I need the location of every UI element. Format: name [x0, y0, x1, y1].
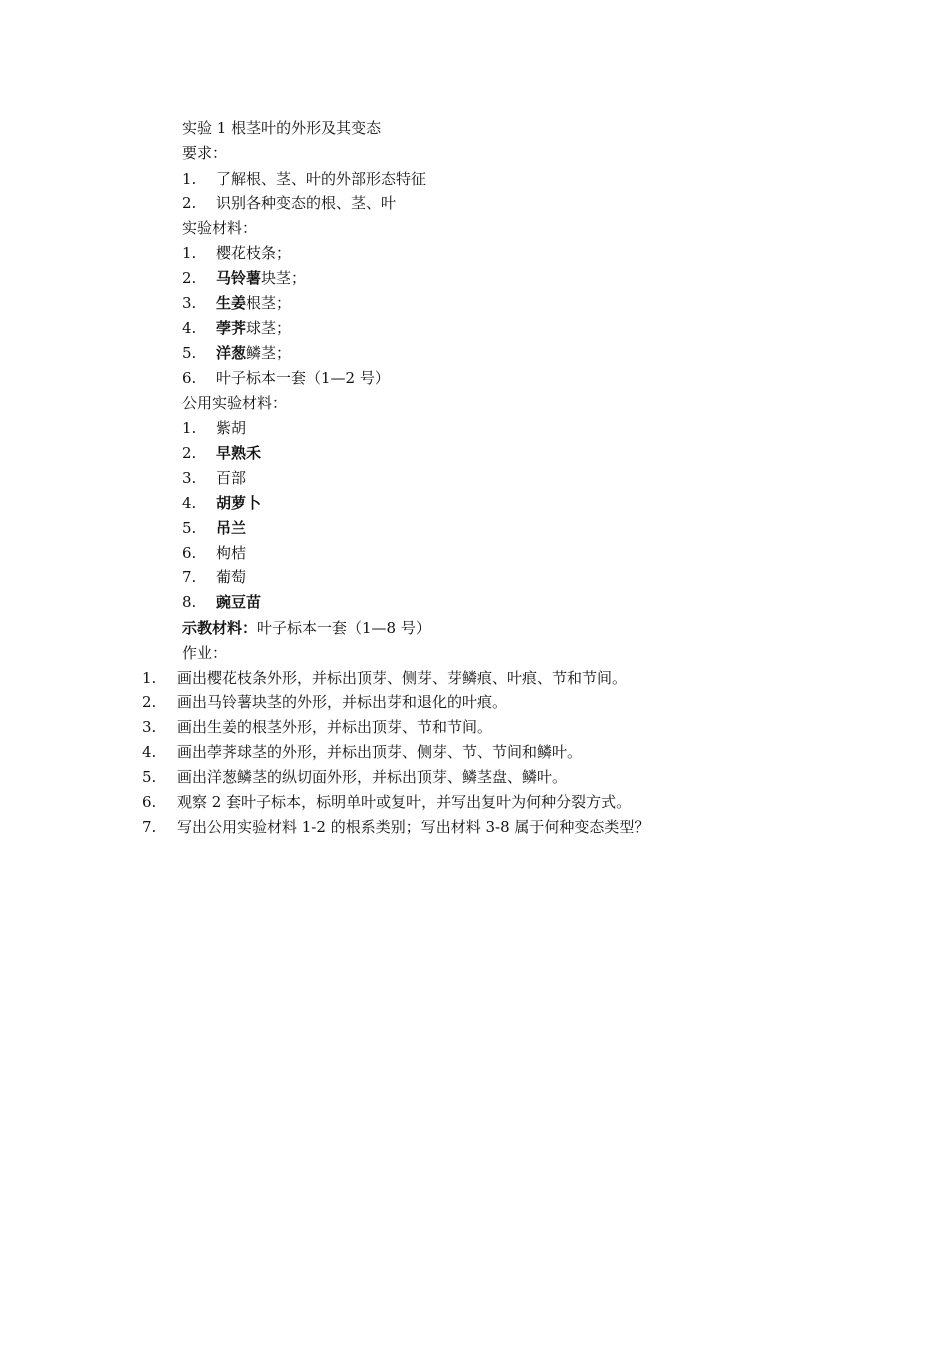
item-text: 识别各种变态的根、茎、叶	[216, 194, 397, 212]
homework-item	[142, 742, 582, 762]
public-material-item	[182, 443, 261, 463]
demo-materials-text: 叶子标本一套（1—8 号）	[257, 619, 431, 637]
item-bold-name: 马铃薯	[216, 269, 262, 287]
public-material-item	[182, 518, 246, 538]
item-number: 7.	[142, 818, 157, 836]
item-number: 5.	[182, 344, 197, 362]
material-item	[182, 318, 291, 338]
item-number: 2.	[182, 269, 197, 287]
item-text: 葡萄	[216, 568, 247, 586]
item-number: 6.	[182, 369, 197, 387]
item-text: 画出洋葱鳞茎的纵切面外形，并标出顶芽、鳞茎盘、鳞叶。	[177, 768, 568, 786]
public-material-item	[182, 567, 246, 587]
homework-item	[142, 792, 631, 812]
requirement-item	[182, 169, 426, 189]
materials-heading: 实验材料：	[182, 219, 258, 237]
item-number: 6.	[182, 544, 197, 562]
item-bold-name: 荸荠	[216, 319, 247, 337]
requirement-item	[182, 193, 396, 213]
item-text: 了解根、茎、叶的外部形态特征	[216, 170, 427, 188]
item-number: 7.	[182, 568, 197, 586]
material-item	[182, 343, 291, 363]
requirements-heading: 要求：	[182, 144, 228, 162]
item-number: 8.	[182, 593, 197, 611]
item-text: 写出公用实验材料 1-2 的根系类别；写出材料 3-8 属于何种变态类型？	[177, 818, 650, 836]
item-text: 樱花枝条；	[216, 244, 292, 262]
item-bold-name: 早熟禾	[216, 444, 262, 462]
public-material-item	[182, 543, 246, 563]
homework-item	[142, 692, 507, 712]
item-number: 1.	[182, 244, 197, 262]
item-text: 画出荸荠球茎的外形，并标出顶芽、侧芽、节、节间和鳞叶。	[177, 743, 583, 761]
item-number: 5.	[142, 768, 157, 786]
homework-item	[142, 817, 649, 837]
item-text: 球茎；	[246, 319, 292, 337]
item-number: 6.	[142, 793, 157, 811]
item-number: 4.	[142, 743, 157, 761]
item-text: 观察 2 套叶子标本，标明单叶或复叶，并写出复叶为何种分裂方式。	[177, 793, 632, 811]
item-text: 百部	[216, 469, 247, 487]
item-number: 1.	[182, 170, 197, 188]
item-number: 2.	[142, 693, 157, 711]
item-text: 鳞茎；	[246, 344, 292, 362]
item-bold-name: 吊兰	[216, 519, 247, 537]
public-material-item	[182, 418, 246, 438]
homework-item	[142, 767, 567, 787]
homework-heading: 作业：	[182, 644, 228, 662]
item-number: 5.	[182, 519, 197, 537]
public-material-item	[182, 468, 246, 488]
item-number: 4.	[182, 494, 197, 512]
item-number: 3.	[182, 469, 197, 487]
material-item	[182, 368, 390, 388]
item-bold-name: 生姜	[216, 294, 247, 312]
item-text: 画出马铃薯块茎的外形，并标出芽和退化的叶痕。	[177, 693, 508, 711]
demo-materials	[182, 618, 431, 638]
material-item	[182, 243, 291, 263]
public-material-item	[182, 493, 261, 513]
item-bold-name: 豌豆苗	[216, 593, 262, 611]
homework-item	[142, 668, 627, 688]
item-bold-name: 胡萝卜	[216, 494, 262, 512]
item-text: 块茎；	[261, 269, 307, 287]
item-text: 画出樱花枝条外形，并标出顶芽、侧芽、芽鳞痕、叶痕、节和节间。	[177, 669, 628, 687]
item-number: 1.	[142, 669, 157, 687]
item-number: 2.	[182, 194, 197, 212]
material-item	[182, 268, 306, 288]
demo-materials-label: 示教材料：	[182, 619, 258, 637]
public-materials-heading: 公用实验材料：	[182, 394, 288, 412]
item-number: 4.	[182, 319, 197, 337]
public-material-item	[182, 592, 261, 612]
homework-item	[142, 717, 492, 737]
material-item	[182, 293, 291, 313]
item-number: 2.	[182, 444, 197, 462]
item-number: 1.	[182, 419, 197, 437]
item-number: 3.	[182, 294, 197, 312]
item-number: 3.	[142, 718, 157, 736]
item-text: 紫胡	[216, 419, 247, 437]
item-text: 根茎；	[246, 294, 292, 312]
item-text: 画出生姜的根茎外形，并标出顶芽、节和节间。	[177, 718, 493, 736]
item-bold-name: 洋葱	[216, 344, 247, 362]
experiment-title: 实验 1 根茎叶的外形及其变态	[182, 119, 382, 137]
item-text: 枸桔	[216, 544, 247, 562]
item-text: 叶子标本一套（1—2 号）	[216, 369, 390, 387]
